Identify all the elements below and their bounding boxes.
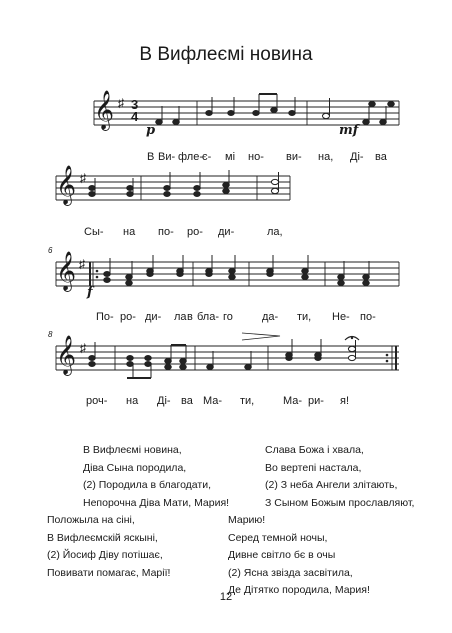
page-number: 12 xyxy=(219,591,233,603)
treble-clef: 𝄞 xyxy=(56,335,77,375)
dynamic-f: f xyxy=(87,285,93,300)
key-signature-sharp: ♯ xyxy=(80,341,86,355)
measure-number-8: 8 xyxy=(48,330,53,339)
dynamic-p: p xyxy=(146,123,156,138)
lyrics-line-4: роч- на Ді- ва Ма- ти, Ма- ри- я! xyxy=(86,395,350,407)
key-signature-sharp: ♯ xyxy=(80,171,86,185)
treble-clef: 𝄞 xyxy=(94,90,115,130)
key-signature-sharp: ♯ xyxy=(118,96,124,110)
verse-left-bottom: Положыла на сіні, В Вифлеємскій яскыні, (2) Йосиф Діву потішає, Повивати помагає, Марії! xyxy=(47,514,171,579)
time-signature: 3 4 xyxy=(131,97,139,124)
measure-number-6: 6 xyxy=(48,246,53,255)
dynamic-mf: mf xyxy=(339,123,359,138)
treble-clef: 𝄞 xyxy=(56,165,77,205)
verse-right: Слава Божа і хвала, Во вертепі настала, (2) З неба Ангели злітають, З Сыном Божым прославляют, Марию! Серед темной ночы, Дивне світло бє в очы (2) Ясна звізда засвітила, Де Дітятко породила, Мария! xyxy=(228,444,415,596)
song-title: В Вифлеємі новина xyxy=(139,44,313,65)
lyrics-line-1: В Ви- фле- є- мі но- ви- на, Ді- ва xyxy=(147,151,387,163)
treble-clef: 𝄞 xyxy=(56,251,77,291)
key-signature-sharp: ♯ xyxy=(79,257,85,271)
verse-left-top: В Вифлеємі новина, Діва Сына породила, (2) Породила в благодати, Непорочна Діва Мати, Мария! xyxy=(83,444,230,509)
lyrics-line-3: По- ро- ди- ла в бла- го да- ти, Не- по- xyxy=(96,311,376,323)
lyrics-line-2: Сы- на по- ро- ди- ла, xyxy=(84,226,283,238)
